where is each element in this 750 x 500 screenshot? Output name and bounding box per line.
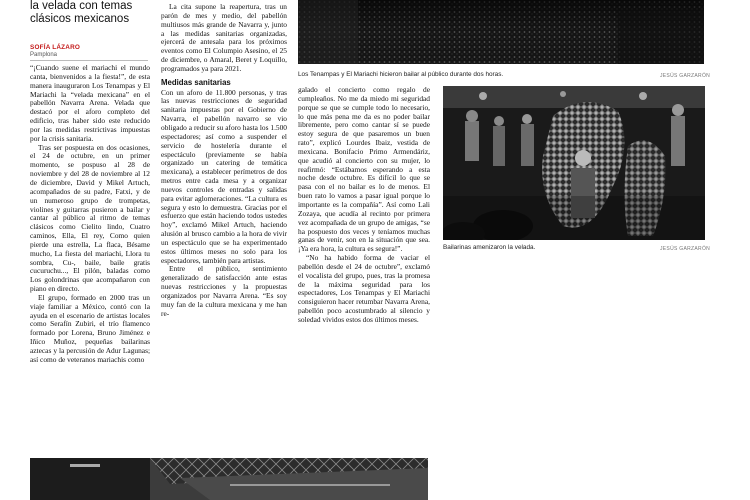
credit-dancers-photo: JESÚS GARZARÓN [660,246,711,252]
col1-paragraph: Tras ser pospuesta en dos ocasiones, el 24 de octubre, en un primer momento, se pospuso al 28 de noviembre y del 28 de noviembre al 12 de diciembre, David y Mikel Artuch, acompañados de su padre, Fatxi, y de un numeroso grupo de trompetas, violines y guitarras pusieron a bailar y cantar al público al ritmo de temas clásicos como Cielito lindo, Cuatro caminos, Ella, El rey, Como quien pierde una estrella, La flaca, Bésame mucho, La fiesta del mariachi, Llora tu sombra, Cu-, baile, baile gratis cucuruchu..., El pilón, baladas como Los golondrinas que acompañaron con piano en directo. [30,142,150,294]
article-column-1 [30,64,150,460]
headline: la velada con temas clásicos mexicanos [30,0,133,25]
photo-stage-rig [30,458,428,500]
col3-paragraph: “No ha habido forma de vaciar el pabellón desde el 24 de octubre”, exclamó el vocalista del grupo, pues, tras la promesa de la máxima seguridad para los espectadores, Los Tenampas y El Mariachi consiguieron hacer retumbar Navarra Arena, pabellón poco acostumbrado al silencio y soledad vividos estos dos últimos meses. [298,253,430,324]
col3-paragraph: galado el concierto como regalo de cumpleaños. No me da miedo mi seguridad porque se que se cumple todo lo necesario, lo que más pena me da es no poder bailar libremente, pero como cantar sí se puede estoy segura de que pasaremos un buen rato”, explicó Lourdes Ibaiz, vestida de mexicana. Bonifacio Primo Armendáriz, que acudió al concierto con su mujer, lo reafirmó: “Estábamos esperando a esta noche desde octubre. Es difícil lo que se pasa con el no bailar es lo de menos. El buen rato lo vamos a pasar igual porque lo importante es la compañía”. Así como Lali Zozaya, que acudía al recinto por primera vez acompañada de un grupo de amigas, “se ha pospuesto dos veces y teníamos muchas ganas de venir, son en la situación que sea. ¡Ya era hora, la cultura es segura!”. [298,86,430,254]
col2-paragraph: Entre el público, sentimiento generalizado de satisfacción ante estas nuevas restricciones y la propuestas organizados por Navarra Arena. “Es soy muy fan de la cultura mexicana y me han re- [161,264,287,318]
photo-dancers [443,86,705,240]
subheading-medidas-sanitarias: Medidas sanitarias [161,77,231,87]
photo-concert-crowd [298,0,704,64]
col2-paragraph: La cita supone la reapertura, tras un parón de mes y medio, del pabellón multiusos más grande de Navarra y, junto a las medidas sanitarias organizadas, ejercerá de antesala para los próximos eventos como El Columpio Asesino, el 25 de diciembre, o Amaral, Beret y Loquillo, programados ya para 2021. [161,3,287,73]
byline-location: Pamplona [30,52,58,58]
byline-rule [30,60,148,61]
col2-paragraph: Con un aforo de 11.800 personas, y tras las nuevas restricciones de seguridad sanitaria impuestas por el Gobierno de Navarra, el pabellón navarro se vio obligado a reducir su aforo hasta los 1.500 espectadores; así como a suspender el servicio de hostelería durante el espectáculo (previamente se había organizado un catering de temática mexicana), a establecer perímetros de dos metros entre cada mesa y a organizar nuevos controles de entradas y salidas para evitar aglomeraciones. “La cultura es segura y esto lo demuestra. Gracias por el esfuerzo que están haciendo todos ustedes hoy”, exclamó Mikel Artuch, haciendo alusión al brusco cambio a la hora de vivir un espectáculo que se ha experimentado estos últimos meses no solo para los espectadores, también para artistas. [161,87,287,265]
credit-top-photo: JESÚS GARZARÓN [660,73,711,79]
caption-dancers-photo: Bailarinas amenizaron la velada. [443,244,536,251]
col1-paragraph: “¡Cuando suene el mariachi el mundo canta, bienvenidos a la fiesta!”, de esta manera inauguraron Los Tenampas y El Mariachi la “velada mexicana” en el pabellón Navarra Arena. Velada que destacó por el aforo completo del edificio, tras haber sido este reducido por las medidas restrictivas impuestas por la crisis sanitaria. [30,64,150,143]
photo-concert-crowd-image [298,0,704,64]
caption-top-photo: Los Tenampas y El Mariachi hicieron bailar al público durante dos horas. [298,71,504,78]
photo-stage-rig-image [30,458,428,500]
col1-paragraph: El grupo, formado en 2000 tras un viaje familiar a México, contó con la ayuda en el escenario de artistas locales como Serafín Zubiri, el trío flamenco formado por Lorena, Bruno Jiménez e Iñico Muñoz, pequeñas bailarinas aztecas y la percusión de Adur Lagunas; así como de veteranos mariachis como [30,292,150,364]
byline-author: SOFÍA LÁZARO [30,44,81,51]
article-column-2 [161,3,287,455]
article-column-3 [298,86,430,454]
photo-dancers-image [443,86,705,240]
